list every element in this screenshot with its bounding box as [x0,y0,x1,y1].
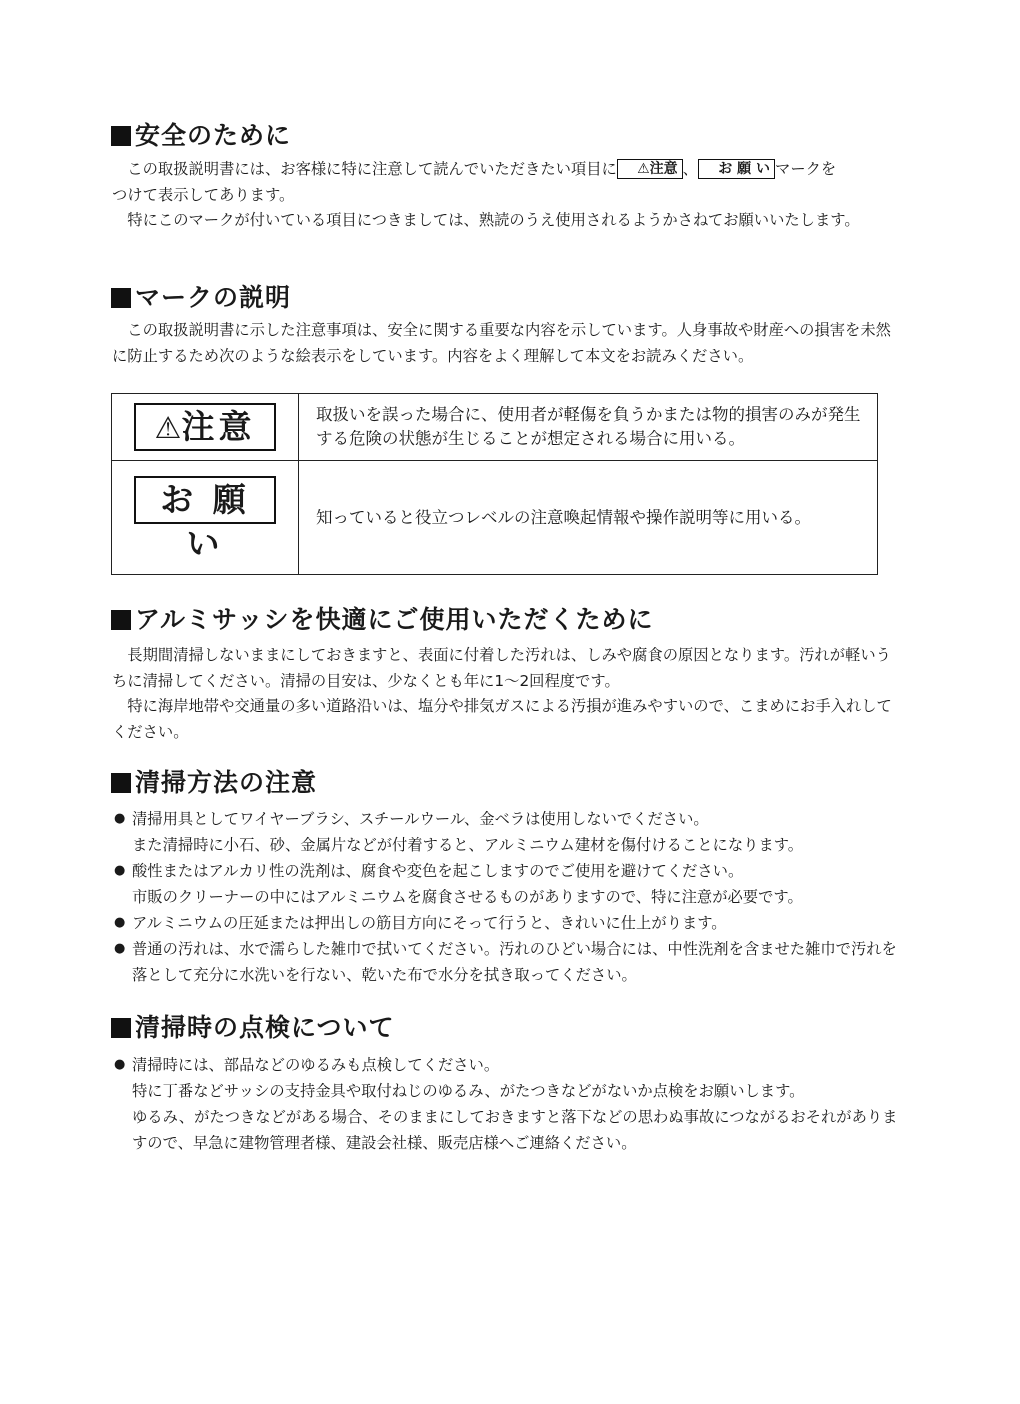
safety-body [112,157,892,234]
caution-mark-inline: ⚠注意 [617,159,683,179]
heading-square-icon [111,1018,131,1038]
warning-triangle-icon: ⚠ [637,161,650,177]
request-description: 知っていると役立つレベルの注意喚起情報や操作説明等に用いる。 [299,461,878,575]
request-mark-badge: お 願 い [134,476,276,524]
safety-paragraph-1: この取扱説明書には、お客様に特に注意して読んでいただきたい項目に ⚠注意 、 お 願 い マークを [127,160,837,178]
section-heading-marks: マークの説明 [111,283,291,313]
heading-square-icon [111,126,131,146]
comfort-body [112,643,892,745]
section-heading-comfort: アルミサッシを快適にご使用いただくために [111,605,654,635]
section-heading-inspection: 清掃時の点検について [111,1013,395,1043]
section-heading-safety: 安全のために [111,121,291,151]
caution-description: 取扱いを誤った場合に、使用者が軽傷を負うかまたは物的損害のみが発生する危険の状態が生じることが想定される場合に用いる。 [299,394,878,461]
list-item: ● 清掃時には、部品などのゆるみも点検してください。 特に丁番などサッシの支持金具や取付ねじのゆるみ、がたつきなどがないか点検をお願いします。 ゆるみ、がたつきなどがある場合、そのままにしておきますと落下などの思わぬ事故につながるおそれがありますので、早急に建物管理者様、建設会社様、販売店様へご連絡ください。 [114,1052,904,1156]
mark-explanation-table [111,393,878,575]
bullet-icon: ● [114,915,126,930]
safety-paragraph-2: 特にこのマークが付いている項目につきましては、熟読のうえ使用されるようかさねてお願いいたします。 [127,211,860,229]
request-mark-inline: お 願 い [698,159,775,179]
table-row [112,394,878,461]
cleaning-list [114,806,904,988]
table-row [112,461,878,575]
bullet-icon: ● [114,863,126,878]
bullet-icon: ● [114,941,126,956]
list-item: ● アルミニウムの圧延または押出しの筋目方向にそって行うと、きれいに仕上がります。 [114,910,904,936]
comfort-paragraph-1: 長期間清掃しないままにしておきますと、表面に付着した汚れは、しみや腐食の原因となります。汚れが軽いうちに清掃してください。清掃の目安は、少なくとも年に1～2回程度です。 [112,646,891,690]
heading-square-icon [111,610,131,630]
marks-body [112,318,892,369]
list-item: ● 酸性またはアルカリ性の洗剤は、腐食や変色を起こしますのでご使用を避けてください。 市販のクリーナーの中にはアルミニウムを腐食させるものがありますので、特に注意が必要です。 [114,858,904,910]
safety-paragraph-1-cont: つけて表示してあります。 [112,185,295,204]
warning-triangle-icon: ⚠ [154,411,182,447]
comfort-paragraph-2: 特に海岸地帯や交通量の多い道路沿いは、塩分や排気ガスによる汚損が進みやすいので、こまめにお手入れしてください。 [112,697,892,741]
marks-paragraph-1: この取扱説明書に示した注意事項は、安全に関する重要な内容を示しています。人身事故や財産への損害を未然に防止するため次のような絵表示をしています。内容をよく理解して本文をお読みください。 [112,321,891,365]
heading-square-icon [111,773,131,793]
inspection-list [114,1052,904,1156]
caution-mark-badge: ⚠注意 [134,403,276,451]
list-item: ● 清掃用具としてワイヤーブラシ、スチールウール、金ベラは使用しないでください。 また清掃時に小石、砂、金属片などが付着すると、アルミニウム建材を傷付けることになります。 [114,806,904,858]
bullet-icon: ● [114,811,126,826]
bullet-icon: ● [114,1057,126,1072]
heading-square-icon [111,288,131,308]
section-heading-cleaning: 清掃方法の注意 [111,768,317,798]
list-item: ● 普通の汚れは、水で濡らした雑巾で拭いてください。汚れのひどい場合には、中性洗剤を含ませた雑巾で汚れを落として充分に水洗いを行ない、乾いた布で水分を拭き取ってください。 [114,936,904,988]
